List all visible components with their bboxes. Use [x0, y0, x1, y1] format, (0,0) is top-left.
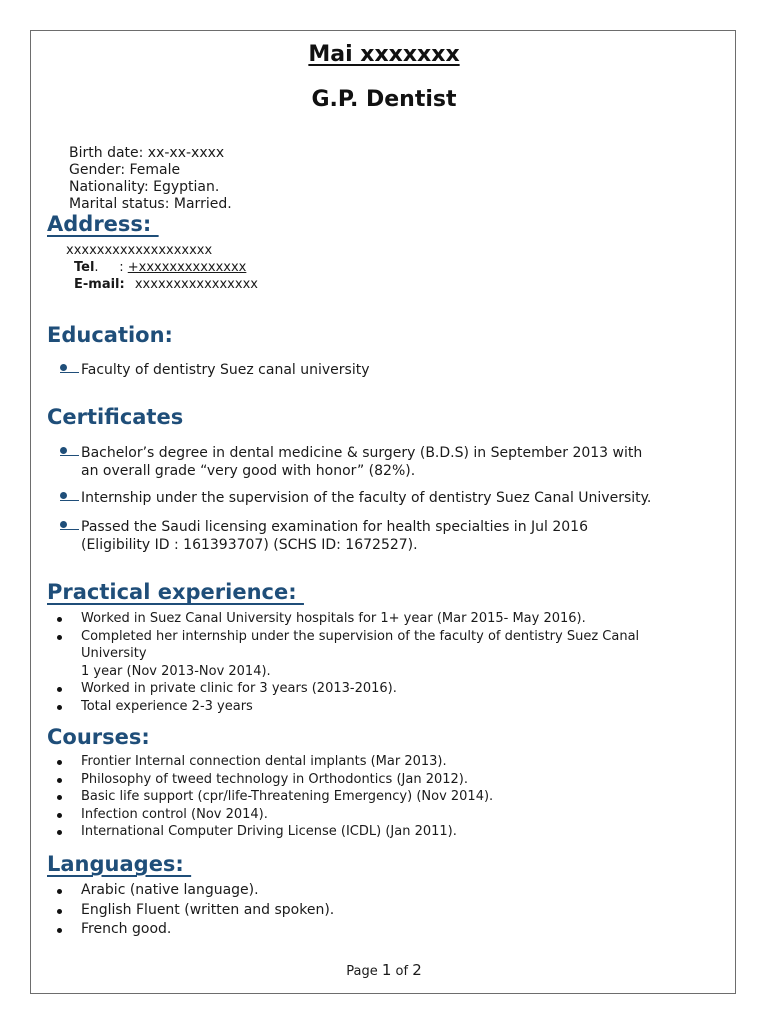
- courses-heading: Courses:: [47, 725, 150, 749]
- list-item: Basic life support (cpr/life-Threatening Emergency) (Nov 2014).: [54, 788, 734, 806]
- list-item: Frontier Internal connection dental implants (Mar 2013).: [54, 753, 734, 771]
- gender: Gender: Female: [69, 162, 181, 178]
- email-label: E-mail:: [74, 277, 125, 292]
- tel-value: +xxxxxxxxxxxxxx: [127, 260, 247, 275]
- list-item: Arabic (native language).: [54, 881, 734, 901]
- courses-list: [54, 753, 734, 841]
- languages-heading: Languages:: [47, 852, 192, 876]
- education-heading: Education:: [47, 323, 173, 347]
- nationality: Nationality: Egyptian.: [69, 179, 220, 195]
- list-item: Total experience 2-3 years: [54, 698, 734, 716]
- list-item: French good.: [54, 920, 734, 940]
- experience-list: [54, 610, 734, 716]
- marital-status: Marital status: Married.: [69, 196, 232, 212]
- job-title: G.P. Dentist: [311, 87, 457, 112]
- tel-label: Tel: [74, 260, 95, 275]
- bullet-dot-icon: [60, 492, 67, 499]
- address-line: xxxxxxxxxxxxxxxxxxx: [66, 243, 213, 258]
- email-value: xxxxxxxxxxxxxxxx: [134, 277, 258, 292]
- tel-row: [74, 260, 246, 275]
- personal-info: [69, 145, 232, 213]
- birth-date: Birth date: xx-xx-xxxx: [69, 145, 225, 161]
- bullet-underline: [60, 529, 79, 530]
- bullet-underline: [60, 500, 79, 501]
- bullet-dot-icon: [60, 447, 67, 454]
- experience-heading: Practical experience:: [47, 580, 304, 604]
- languages-list: [54, 881, 734, 940]
- bullet-underline: [60, 455, 79, 456]
- list-item: Worked in Suez Canal University hospitals for 1+ year (Mar 2015- May 2016).: [54, 610, 734, 628]
- tel-separator: . :: [94, 260, 124, 275]
- certificates-heading: Certificates: [47, 405, 184, 429]
- page-number: Page 1 of 2: [346, 961, 422, 979]
- email-row: [74, 277, 258, 292]
- bullet-underline: [60, 372, 79, 373]
- list-item: Infection control (Nov 2014).: [54, 806, 734, 824]
- list-item: Worked in private clinic for 3 years (2013-2016).: [54, 680, 734, 698]
- list-item: English Fluent (written and spoken).: [54, 901, 734, 921]
- bullet-dot-icon: [60, 521, 67, 528]
- candidate-name: Mai xxxxxxx: [308, 42, 460, 67]
- list-item: Completed her internship under the supervision of the faculty of dentistry Suez Canal University 1 year (Nov 2013-Nov 2014).: [54, 628, 734, 681]
- bullet-dot-icon: [60, 364, 67, 371]
- list-item: International Computer Driving License (ICDL) (Jan 2011).: [54, 823, 734, 841]
- list-item: Philosophy of tweed technology in Orthodontics (Jan 2012).: [54, 771, 734, 789]
- address-heading: Address:: [47, 212, 159, 236]
